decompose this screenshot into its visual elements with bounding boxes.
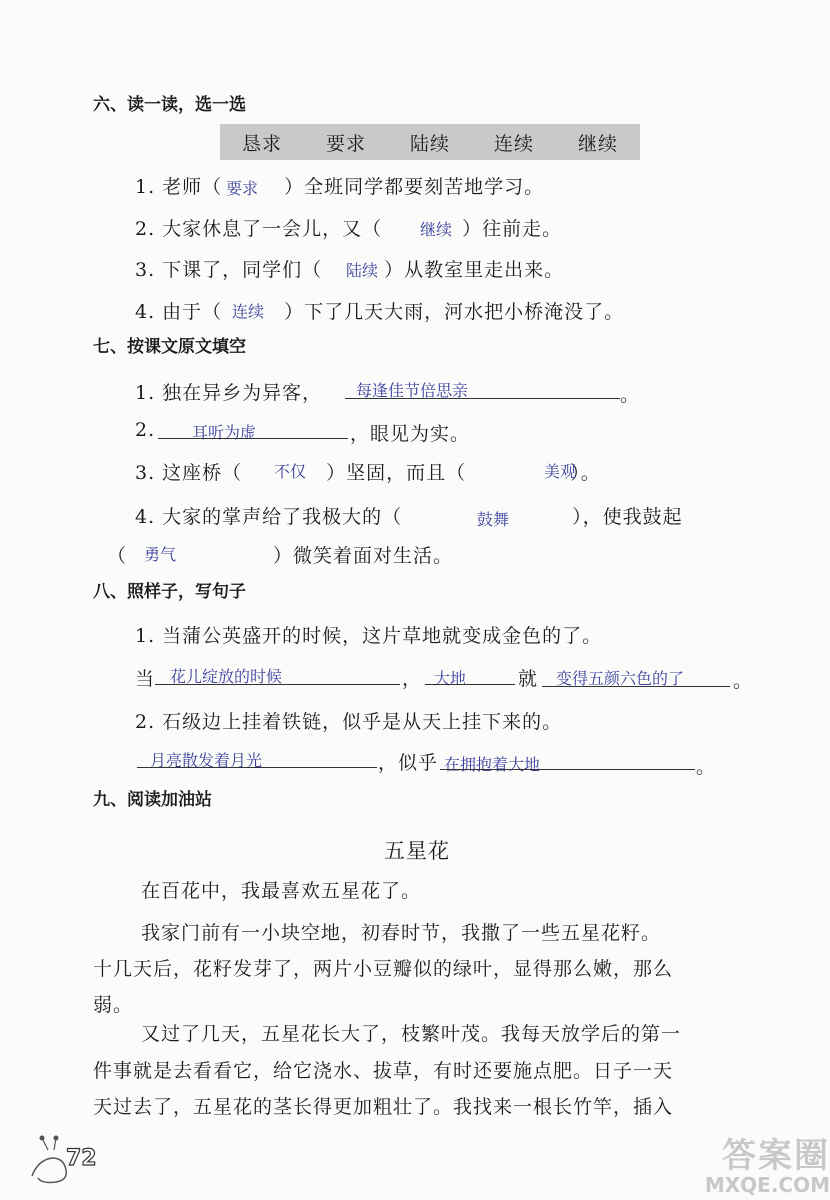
s8-a1-blank1 [155, 684, 400, 685]
passage-line: 件事就是去看看它，给它浇水、拔草，有时还要施点肥。日子一天 [93, 1060, 674, 1082]
s6-q3-answer[interactable]: 陆续 [346, 263, 379, 280]
s7-q3-answer1[interactable]: 不仅 [274, 464, 307, 481]
s8-a1-blank2 [425, 684, 515, 685]
passage-line: 我家门前有一小块空地，初春时节，我撒了一些五星花籽。 [141, 922, 662, 944]
s8-a1-blank3 [542, 686, 730, 687]
s7-q1-answer[interactable]: 每逢佳节倍思亲 [356, 383, 469, 400]
s8-a1-answer1[interactable]: 花儿绽放的时候 [170, 669, 283, 686]
s7-q2: 2. [135, 419, 156, 441]
s8-a2-blank2 [440, 769, 695, 770]
s7-q4-answer1[interactable]: 鼓舞 [477, 512, 510, 529]
section8-heading: 八、照样子，写句子 [93, 582, 246, 602]
s8-a2-answer2[interactable]: 在拥抱着大地 [444, 757, 541, 774]
s7-q2-end: ，眼见为实。 [350, 423, 471, 445]
word-choice: 陆续 [409, 132, 450, 155]
s8-example1: 1. 当蒲公英盛开的时候，这片草地就变成金色的了。 [135, 625, 603, 647]
word-choice: 恳求 [241, 132, 282, 155]
s8-a1-mid: 就 [518, 668, 539, 690]
s6-q2: 2. 大家休息了一会儿，又（ ）往前走。 [135, 218, 563, 240]
s6-q3: 3. 下课了，同学们（ ）从教室里走出来。 [135, 259, 565, 281]
watermark-top: 答案圈 [722, 1136, 830, 1176]
word-choice: 继续 [577, 132, 618, 155]
s7-q2-answer[interactable]: 耳听为虚 [192, 425, 257, 442]
section9-heading: 九、阅读加油站 [93, 790, 212, 810]
s8-a2-blank1 [137, 767, 377, 768]
s7-q4-answer2[interactable]: 勇气 [144, 547, 177, 564]
s7-q3-answer2[interactable]: 美观 [544, 464, 577, 481]
s8-a1-end: 。 [733, 670, 754, 692]
s8-a2-end: 。 [696, 756, 717, 778]
s8-a2-mid: ，似乎 [378, 752, 439, 774]
word-choice: 要求 [325, 132, 366, 155]
watermark-bottom: MXQE.COM [704, 1173, 830, 1197]
s8-a1-answer3[interactable]: 变得五颜六色的了 [556, 671, 685, 688]
passage-line: 弱。 [93, 994, 134, 1016]
s7-q1: 1. 独在异乡为异客， [135, 382, 323, 404]
section7-heading: 七、按课文原文填空 [93, 337, 246, 357]
passage-title: 五星花 [384, 839, 450, 863]
watermark [690, 1128, 830, 1200]
s8-a1-answer2[interactable]: 大地 [434, 671, 467, 688]
passage-line: 在百花中，我最喜欢五星花了。 [141, 880, 422, 902]
s7-q2-blank [158, 438, 348, 439]
s8-a1-sep: ， [402, 668, 423, 690]
s6-q4-answer[interactable]: 连续 [232, 304, 265, 321]
section6-heading: 六、读一读，选一选 [93, 95, 246, 115]
s7-q1-blank [345, 398, 620, 399]
s7-q1-end: 。 [620, 384, 641, 406]
s7-q4-line2: （ ）微笑着面对生活。 [107, 545, 454, 567]
s7-q4: 4. 大家的掌声给了我极大的（ ），使我鼓起 [135, 506, 683, 528]
s7-q3: 3. 这座桥（ ）坚固，而且（ ）。 [135, 462, 601, 484]
s8-example2: 2. 石级边上挂着铁链，似乎是从天上挂下来的。 [135, 711, 563, 733]
page-number-text: 72 [66, 1146, 97, 1171]
word-choice-box [220, 124, 640, 160]
passage-line: 又过了几天，五星花长大了，枝繁叶茂。我每天放学后的第一 [141, 1023, 682, 1045]
passage-line: 十几天后，花籽发芽了，两片小豆瓣似的绿叶，显得那么嫩，那么 [93, 958, 674, 980]
word-choice: 连续 [493, 132, 534, 155]
s6-q4: 4. 由于（ ）下了几天大雨，河水把小桥淹没了。 [135, 301, 625, 323]
s8-a1-prefix: 当 [135, 668, 156, 690]
passage-line: 天过去了，五星花的茎长得更加粗壮了。我找来一根长竹竿，插入 [93, 1096, 674, 1118]
s6-q1-answer[interactable]: 要求 [226, 181, 259, 198]
page-number [28, 1130, 118, 1186]
s6-q2-answer[interactable]: 继续 [420, 222, 453, 239]
s6-q1: 1. 老师（ ）全班同学都要刻苦地学习。 [135, 176, 545, 198]
s8-a2-answer1[interactable]: 月亮散发着月光 [150, 753, 263, 770]
